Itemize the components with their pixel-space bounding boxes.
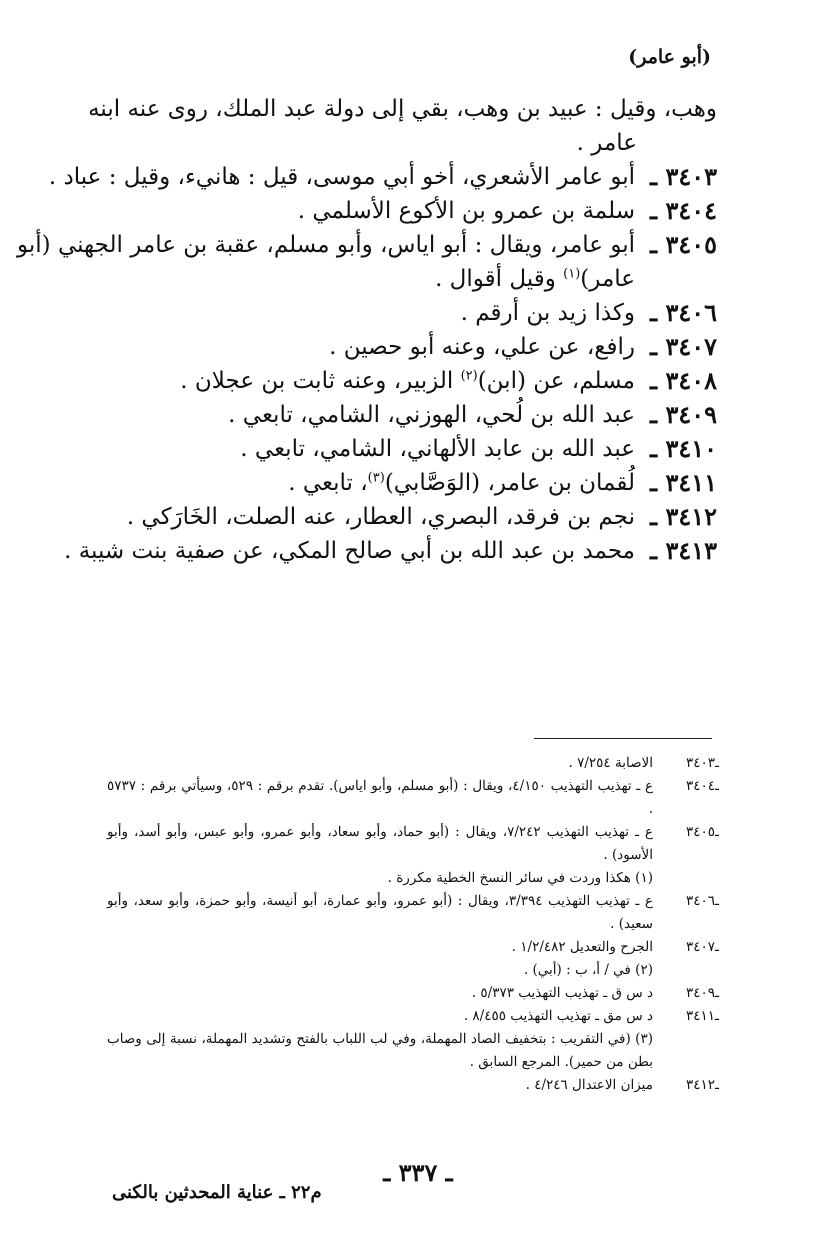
footnote-3403 (107, 752, 719, 775)
entry-text: سلمة بن عمرو بن الأكوع الأسلمي . (297, 198, 635, 224)
footnote-number: ـ٣٤١١ (686, 1008, 719, 1024)
footnote-number: ـ٣٤٠٩ (686, 985, 719, 1001)
entry-number: ٣٤١٠ ـ (650, 434, 717, 463)
signature-line: م٢٢ ـ عناية المحدثين بالكنى (112, 1182, 322, 1203)
continuation-line-1: وهب، وقيل : عبيد بن وهب، بقي إلى دولة عبد الملك، روى عنه ابنه (88, 96, 717, 122)
footnote-text: ع ـ تهذيب التهذيب ٧/٢٤٢، ويقال : (أبو حماد، وأبو سعاد، وأبو عمرو، وأبو عبس، وأبو أسد، وأبو الأسود) . (107, 824, 653, 863)
footnote-text: د س مق ـ تهذيب التهذيب ٨/٤٥٥ . (463, 1008, 653, 1024)
entry-number: ٣٤٠٩ ـ (650, 400, 717, 429)
entry-text: أبو عامر الأشعري، أخو أبي موسى، قيل : هانيء، وقيل : عباد . (48, 164, 635, 190)
footnote-number: ـ٣٤١٢ (686, 1077, 719, 1093)
entry-3409 (117, 398, 717, 432)
entry-3407 (117, 330, 717, 364)
continuation-line-2: عامر . (576, 130, 637, 156)
footnote-ref-3: (٣) (367, 470, 385, 486)
entry-number: ٣٤١١ ـ (650, 468, 717, 497)
entry-3413 (64, 534, 717, 568)
entry-number: ٣٤١٢ ـ (650, 502, 717, 531)
footnote-1 (107, 867, 719, 890)
footnote-3412 (107, 1074, 719, 1097)
footnote-text: ميزان الاعتدال ٤/٢٤٦ . (525, 1077, 653, 1093)
footnote-text: (٣) (في التقريب : بتخفيف الصاد المهملة، وفي لب اللباب بالفتح وتشديد المهملة، نسبة إلى وصاب بطن من حمير). المرجع السابق . (107, 1031, 653, 1070)
entry-3404 (117, 194, 717, 228)
footnote-3406 (107, 890, 719, 936)
footnote-number: ـ٣٤٠٥ (686, 824, 719, 840)
entry-text: وكذا زيد بن أرقم . (460, 300, 635, 326)
entry-number: ٣٤١٣ ـ (650, 536, 717, 565)
footnote-ref-1: (١) (563, 266, 581, 282)
entry-3410 (117, 432, 717, 466)
footnote-3407 (107, 936, 719, 959)
entry-text-cont: عامر)$^{(١)}$ وقيل أقوال . (435, 266, 635, 292)
footnote-3404 (107, 775, 719, 821)
entry-3411 (117, 466, 717, 500)
footnote-text: ع ـ تهذيب التهذيب ٣/٣٩٤، ويقال : (أبو عمرو، وأبو عمارة، أبو أنيسة، وأبو حمزة، وأبو سعد، وأبو سعيد) . (107, 893, 653, 932)
footnote-3409 (107, 982, 719, 1005)
footnote-text: (١) هكذا وردت في سائر النسخ الخطية مكررة . (387, 870, 653, 886)
entry-text: لُقمان بن عامر، (الوَصَّابي)$^{(٣)}$، تابعي . (288, 470, 635, 496)
entry-3408 (117, 364, 717, 398)
entry-number: ٣٤٠٨ ـ (650, 366, 717, 395)
entry-number: ٣٤٠٦ ـ (650, 298, 717, 327)
entry-3403 (48, 160, 717, 194)
entry-number: ٣٤٠٣ ـ (650, 162, 717, 191)
entry-text: مسلم، عن (ابن)$^{(٢)}$ الزبير، وعنه ثابت بن عجلان . (180, 368, 635, 394)
footnote-number: ـ٣٤٠٣ (686, 755, 719, 771)
footnotes (107, 752, 719, 1097)
footnote-3405 (107, 821, 719, 867)
footnote-ref-2: (٢) (460, 368, 478, 384)
entry-3412 (117, 500, 717, 534)
entry-number: ٣٤٠٥ ـ (650, 230, 717, 259)
footnote-text: الجرح والتعديل ١/٢/٤٨٢ . (511, 939, 653, 955)
footnote-text: الاصابة ٧/٢٥٤ . (568, 755, 653, 771)
main-text (16, 92, 717, 568)
entry-text: عبد الله بن لُحي، الهوزني، الشامي، تابعي . (228, 402, 635, 428)
entry-text: محمد بن عبد الله بن أبي صالح المكي، عن صفية بنت شيبة . (64, 538, 635, 564)
entry-text: عبد الله بن عابد الألهاني، الشامي، تابعي . (240, 436, 635, 462)
footnote-text: (٢) في / أ، ب : (أبي) . (523, 962, 653, 978)
footnote-text: ع ـ تهذيب التهذيب ٤/١٥٠، ويقال : (أبو مسلم، وأبو اياس). تقدم برقم : ٥٢٩، وسيأتي برقم : ٥٧٣٧ . (107, 778, 653, 817)
footnote-divider (534, 738, 712, 739)
page-number: ـ ٣٣٧ ـ (383, 1158, 453, 1187)
footnote-text: د س ق ـ تهذيب التهذيب ٥/٣٧٣ . (471, 985, 653, 1001)
footnote-number: ـ٣٤٠٦ (686, 893, 719, 909)
footnote-3 (107, 1028, 719, 1074)
entry-text: رافع، عن علي، وعنه أبو حصين . (329, 334, 635, 360)
entry-3405 (16, 228, 717, 296)
footnote-number: ـ٣٤٠٤ (686, 778, 719, 794)
running-head: (أبو عامر) (628, 46, 711, 68)
entry-number: ٣٤٠٤ ـ (650, 196, 717, 225)
entry-text: أبو عامر، ويقال : أبو اياس، وأبو مسلم، عقبة بن عامر الجهني (أبو (16, 232, 635, 258)
entry-text: نجم بن فرقد، البصري، العطار، عنه الصلت، الخَارَكي . (126, 504, 635, 530)
footnote-number: ـ٣٤٠٧ (686, 939, 719, 955)
entry-3406 (117, 296, 717, 330)
entry-number: ٣٤٠٧ ـ (650, 332, 717, 361)
footnote-2 (107, 959, 719, 982)
footnote-3411 (107, 1005, 719, 1028)
